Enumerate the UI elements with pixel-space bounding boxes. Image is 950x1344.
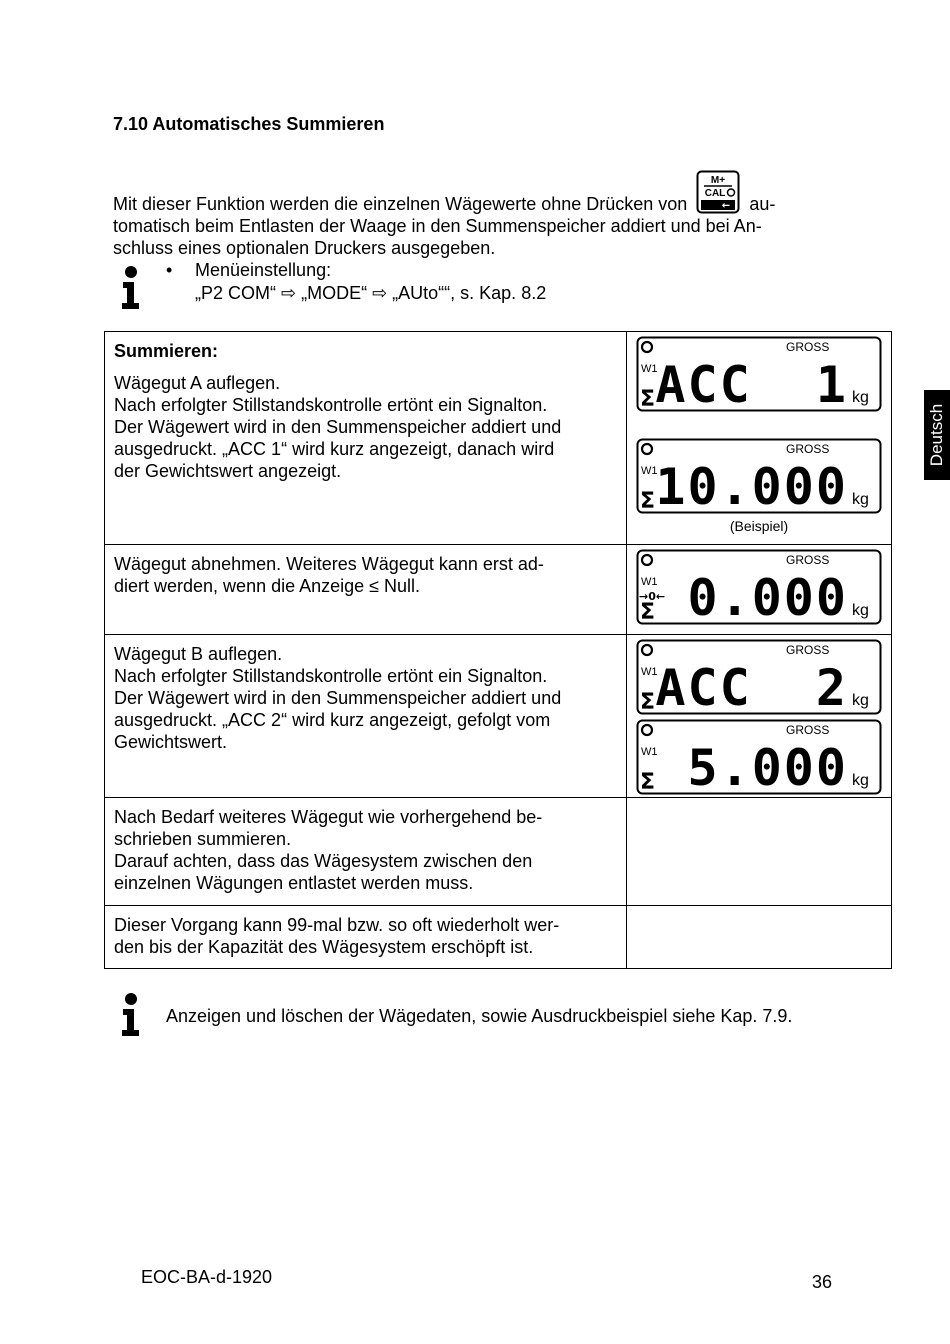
lcd-w1-label: W1	[641, 465, 658, 477]
step-description	[105, 798, 627, 906]
intro-paragraph	[113, 170, 818, 259]
lcd-w1-label: W1	[641, 746, 658, 758]
m-plus-cal-key-icon	[696, 170, 740, 214]
info-i-icon	[118, 992, 144, 1038]
step-description	[105, 332, 627, 545]
table-row	[105, 798, 892, 906]
bottom-note: Anzeigen und löschen der Wägedaten, sowie Ausdruckbeispiel siehe Kap. 7.9.	[166, 1006, 793, 1026]
intro-line-1-end: au-	[749, 194, 776, 214]
sigma-indicator: Σ	[640, 600, 656, 625]
info-i-icon	[118, 265, 144, 311]
step-text-line: ausgedruckt. „ACC 2“ wird kurz angezeigt, gefolgt vom	[114, 710, 551, 730]
intro-line-1-text: Mit dieser Funktion werden die einzelnen Wägewerte ohne Drücken von	[113, 194, 688, 214]
lcd-unit: kg	[852, 602, 869, 619]
step-text-line: Der Wägewert wird in den Summenspeicher addiert und	[114, 688, 562, 708]
lcd-gross-label: GROSS	[786, 442, 830, 456]
language-side-tab-label: Deutsch	[927, 403, 946, 467]
bullet: •	[166, 260, 173, 280]
table-row	[105, 332, 892, 545]
step-text-line: schrieben summieren.	[114, 829, 292, 849]
sigma-indicator: Σ	[640, 770, 656, 795]
sigma-indicator: Σ	[640, 387, 656, 412]
intro-line-3: schluss eines optionalen Druckers ausgegeben.	[113, 238, 496, 258]
display-column	[627, 798, 892, 906]
summing-steps-table	[104, 331, 892, 969]
step-text-line: Gewichtswert.	[114, 732, 228, 752]
step-text-line: Darauf achten, dass das Wägesystem zwischen den	[114, 851, 533, 871]
lcd-value: 0.000	[687, 569, 848, 625]
key-label-mid: CAL	[705, 188, 726, 199]
key-label-top: M+	[711, 175, 726, 186]
display-column	[627, 906, 892, 969]
lcd-display	[636, 549, 882, 625]
lcd-value: 5.000	[687, 739, 848, 795]
lcd-unit: kg	[852, 491, 869, 508]
step-description	[105, 635, 627, 798]
menu-setting-label: Menüeinstellung:	[195, 260, 332, 280]
display-caption: (Beispiel)	[729, 518, 789, 534]
sigma-indicator: Σ	[640, 690, 656, 715]
lcd-gross-label: GROSS	[786, 553, 830, 567]
lcd-display	[636, 719, 882, 795]
table-row	[105, 906, 892, 969]
step-description	[105, 906, 627, 969]
step-text-line: der Gewichtswert angezeigt.	[114, 461, 342, 481]
key-label-bottom: ←	[722, 200, 731, 212]
language-side-tab	[924, 390, 950, 480]
intro-line-1	[113, 170, 818, 215]
step-text-line: Der Wägewert wird in den Summenspeicher addiert und	[114, 417, 562, 437]
section-title: 7.10 Automatisches Summieren	[113, 114, 385, 134]
step-text-line: ausgedruckt. „ACC 1“ wird kurz angezeigt, danach wird	[114, 439, 555, 459]
zero-indicator: →0←	[639, 590, 666, 603]
step-text-line: Nach erfolgter Stillstandskontrolle ertönt ein Signalton.	[114, 666, 548, 686]
sigma-indicator: Σ	[640, 489, 656, 514]
footer-doc-id: EOC-BA-d-1920	[141, 1267, 273, 1287]
lcd-value: ACC 2	[655, 659, 848, 715]
table-row	[105, 635, 892, 798]
step-text-line: Wägegut A auflegen.	[114, 373, 281, 393]
lcd-value: 10.000	[655, 458, 848, 514]
step-text-line: einzelnen Wägungen entlastet werden muss.	[114, 873, 474, 893]
step-text-line: Wägegut B auflegen.	[114, 644, 283, 664]
lcd-gross-label: GROSS	[786, 723, 830, 737]
lcd-value: ACC 1	[655, 356, 848, 412]
step-title: Summieren:	[114, 341, 219, 361]
display-column	[627, 635, 892, 798]
lcd-unit: kg	[852, 692, 869, 709]
step-text-line: Nach Bedarf weiteres Wägegut wie vorhergehend be-	[114, 807, 543, 827]
table-row	[105, 545, 892, 635]
step-description	[105, 545, 627, 635]
lcd-display	[636, 336, 882, 412]
step-text-line: Wägegut abnehmen. Weiteres Wägegut kann erst ad-	[114, 554, 544, 574]
lcd-w1-label: W1	[641, 363, 658, 375]
step-text-line: Dieser Vorgang kann 99-mal bzw. so oft wiederholt wer-	[114, 915, 560, 935]
menu-setting-path: „P2 COM“ ⇨ „MODE“ ⇨ „AUto““, s. Kap. 8.2	[195, 283, 547, 303]
lcd-w1-label: W1	[641, 576, 658, 588]
step-text-line: Nach erfolgter Stillstandskontrolle ertönt ein Signalton.	[114, 395, 548, 415]
lcd-display	[636, 639, 882, 715]
lcd-w1-label: W1	[641, 666, 658, 678]
lcd-unit: kg	[852, 772, 869, 789]
footer-page-number: 36	[812, 1272, 833, 1292]
step-text-line: diert werden, wenn die Anzeige ≤ Null.	[114, 576, 421, 596]
display-column	[627, 545, 892, 635]
step-text-line: den bis der Kapazität des Wägesystem erschöpft ist.	[114, 937, 534, 957]
lcd-gross-label: GROSS	[786, 340, 830, 354]
intro-line-2: tomatisch beim Entlasten der Waage in den Summenspeicher addiert und bei An-	[113, 216, 762, 236]
lcd-gross-label: GROSS	[786, 643, 830, 657]
display-column	[627, 332, 892, 545]
lcd-display	[636, 438, 882, 514]
lcd-unit: kg	[852, 389, 869, 406]
